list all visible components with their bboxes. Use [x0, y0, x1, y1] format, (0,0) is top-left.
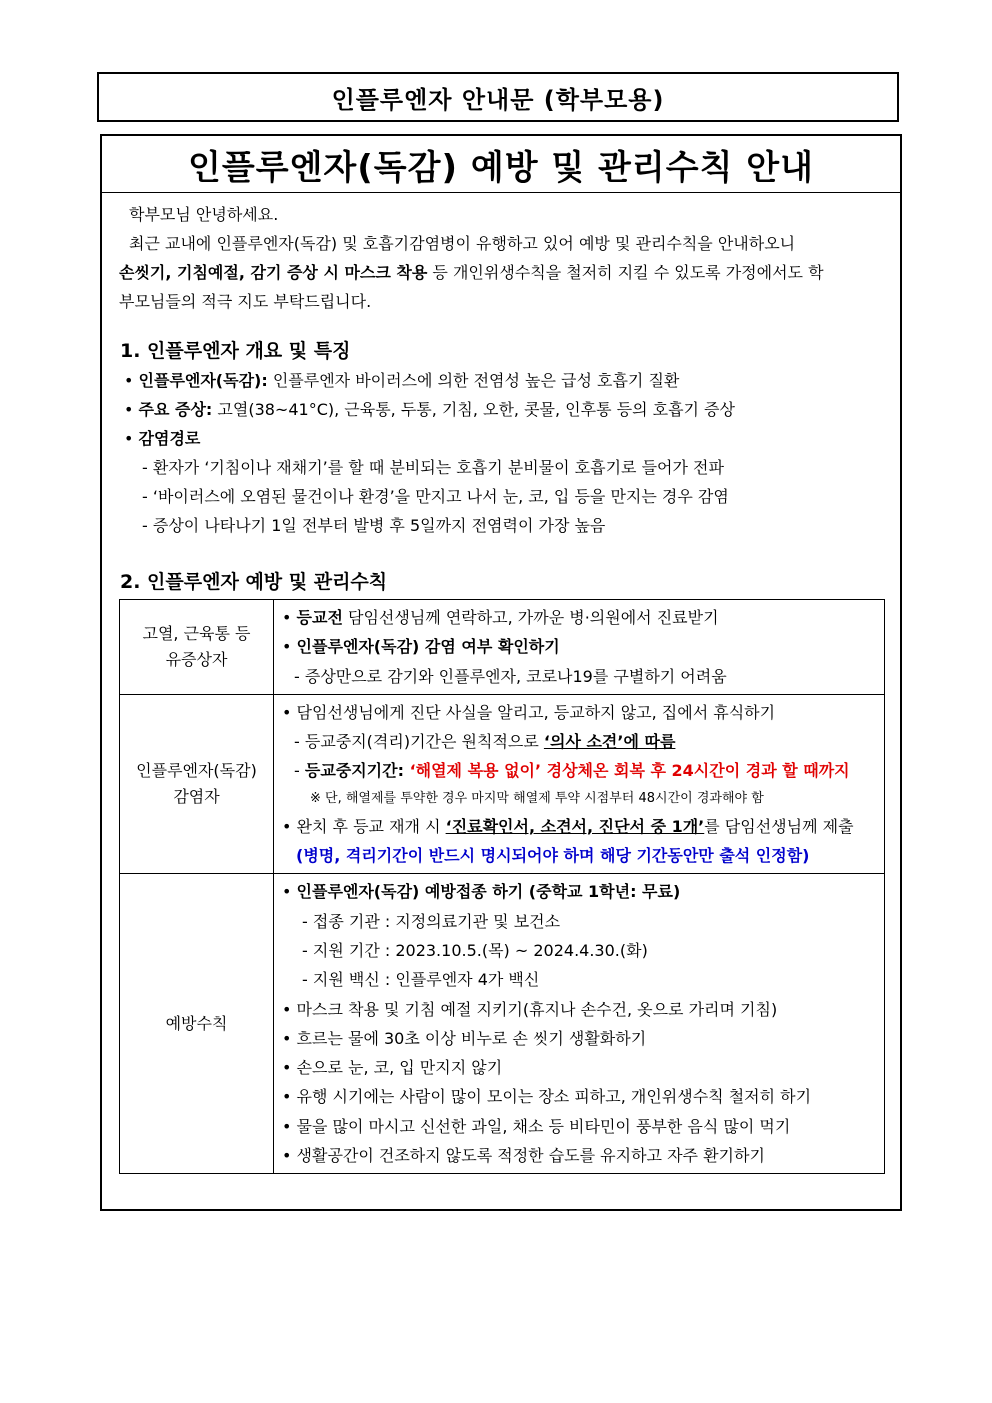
list-item	[282, 1082, 884, 1111]
label-line: 유증상자	[165, 649, 228, 669]
note-text: ※ 단, 해열제를 투약한 경우 마지막 해열제 투약 시점부터 48시간이 경과해야 함	[310, 790, 764, 806]
list-item	[282, 1053, 884, 1082]
section2-title: 2. 인플루엔자 예방 및 관리수칙	[120, 571, 388, 593]
bullet-icon: •	[282, 637, 292, 657]
table-row	[120, 694, 885, 873]
sub-item	[282, 756, 884, 785]
label-line: 감염자	[173, 787, 220, 807]
table-row	[120, 874, 885, 1174]
row-label	[120, 600, 274, 695]
sub-item-bold: ‘의사 소견’에 따름	[543, 732, 676, 752]
list-item	[282, 632, 884, 661]
item-text: 를 담임선생님께 제출	[704, 816, 854, 836]
list-item	[282, 995, 884, 1024]
sub-item-text: - 등교중지(격리)기간은 원칙적으로	[294, 732, 544, 752]
list-item	[124, 424, 884, 453]
table-row	[120, 600, 885, 695]
bullet-icon: •	[282, 882, 292, 902]
bullet-icon: •	[124, 429, 134, 448]
row-label	[120, 694, 274, 873]
bullet-icon: •	[282, 1058, 292, 1078]
list-item	[282, 1112, 884, 1141]
bullet-icon: •	[282, 1116, 292, 1136]
item-text: 인플루엔자 바이러스에 의한 전염성 높은 급성 호흡기 질환	[267, 371, 680, 390]
item-label: 인플루엔자(독감):	[138, 371, 268, 390]
bullet-icon: •	[282, 999, 292, 1019]
list-item	[282, 698, 884, 727]
list-item	[282, 1024, 884, 1053]
sub-item	[282, 727, 884, 756]
bullet-icon: •	[282, 608, 292, 627]
bullet-icon: •	[124, 400, 134, 419]
bullet-icon: •	[282, 816, 292, 836]
main-notice-box	[100, 134, 902, 1211]
header-title: 인플루엔자 안내문 (학부모용)	[331, 85, 665, 114]
list-item	[282, 877, 884, 906]
item-text: 흐르는 물에 30초 이상 비누로 손 씻기 생활화하기	[296, 1028, 647, 1048]
item-text: 완치 후 등교 재개 시	[296, 816, 446, 836]
row-content	[274, 694, 885, 873]
sub-item: - 증상만으로 감기와 인플루엔자, 코로나19를 구별하기 어려움	[294, 666, 727, 686]
intro-body	[119, 229, 887, 316]
label-line: 인플루엔자(독감)	[136, 761, 257, 781]
item-text: 마스크 착용 및 기침 예절 지키기(휴지나 손수건, 옷으로 가리며 기침)	[296, 999, 778, 1019]
row-label: 예방수칙	[120, 874, 274, 1174]
main-title	[102, 136, 900, 193]
intro-bold: 손씻기, 기침예절, 감기 증상 시 마스크 착용	[119, 263, 428, 282]
list-item	[124, 366, 884, 395]
intro-text-3: 부모님들의 적극 지도 부탁드립니다.	[119, 292, 372, 311]
bullet-icon: •	[124, 371, 134, 390]
sub-item: - 지원 기간 : 2023.10.5.(목) ~ 2024.4.30.(화)	[302, 940, 648, 960]
sub-item-red: ‘해열제 복용 없이’ 경상체온 회복 후 24시간이 경과 할 때까지	[404, 761, 850, 781]
item-bold: 등교전	[296, 608, 343, 627]
item-text: 유행 시기에는 사람이 많이 모이는 장소 피하고, 개인위생수칙 철저히 하기	[296, 1087, 812, 1107]
intro-greeting: 학부모님 안녕하세요.	[129, 205, 279, 224]
label-line: 고열, 근육통 등	[142, 623, 251, 643]
sub-item: - 접종 기관 : 지정의료기관 및 보건소	[302, 911, 561, 931]
item-text: 담임선생님에게 진단 사실을 알리고, 등교하지 않고, 집에서 휴식하기	[296, 702, 776, 722]
item-text: 물을 많이 마시고 신선한 과일, 채소 등 비타민이 풍부한 음식 많이 먹기	[296, 1116, 791, 1136]
sub-item: - 지원 백신 : 인플루엔자 4가 백신	[302, 970, 540, 990]
item-bold: 인플루엔자(독감) 예방접종 하기 (중학교 1학년: 무료)	[296, 882, 681, 902]
list-item	[282, 603, 884, 632]
item-bold: ‘진료확인서, 소견서, 진단서 중 1개’	[445, 816, 705, 836]
sub-item-bold: 등교중지기간:	[304, 761, 404, 781]
row-content	[274, 874, 885, 1174]
route-item: - 환자가 ‘기침이나 재채기’를 할 때 분비되는 호흡기 분비물이 호흡기로 들어가 전파	[142, 458, 724, 477]
attendance-note: (병명, 격리기간이 반드시 명시되어야 하며 해당 기간동안만 출석 인정함)	[296, 846, 810, 866]
guide-table	[119, 599, 885, 1174]
bullet-icon: •	[282, 1146, 292, 1166]
intro-text-2: 등 개인위생수칙을 철저히 지킬 수 있도록 가정에서도 학	[427, 263, 824, 282]
item-label: 감염경로	[138, 429, 201, 448]
intro-text-1: 최근 교내에 인플루엔자(독감) 및 호흡기감염병이 유행하고 있어 예방 및 관리수칙을 안내하오니	[129, 234, 796, 253]
item-bold: 인플루엔자(독감) 감염 여부 확인하기	[296, 637, 560, 657]
list-item	[282, 1141, 884, 1170]
section1-title: 1. 인플루엔자 개요 및 특징	[120, 340, 351, 362]
document-header	[97, 72, 899, 122]
list-item	[282, 812, 884, 841]
bullet-icon: •	[282, 1028, 292, 1048]
item-text: 손으로 눈, 코, 입 만지지 않기	[296, 1058, 503, 1078]
route-item: - ‘바이러스에 오염된 물건이나 환경’을 만지고 나서 눈, 코, 입 등을 만지는 경우 감염	[142, 487, 729, 506]
item-label: 주요 증상:	[138, 400, 213, 419]
section1-list	[124, 366, 884, 540]
item-text: 생활공간이 건조하지 않도록 적정한 습도를 유지하고 자주 환기하기	[296, 1146, 765, 1166]
dash-mark: -	[294, 761, 305, 781]
bullet-icon: •	[282, 702, 292, 722]
main-title-text: 인플루엔자(독감) 예방 및 관리수칙 안내	[188, 147, 814, 188]
intro-paragraph	[119, 200, 887, 316]
item-text: 담임선생님께 연락하고, 가까운 병·의원에서 진료받기	[342, 608, 719, 627]
bullet-icon: •	[282, 1087, 292, 1107]
route-item: - 증상이 나타나기 1일 전부터 발병 후 5일까지 전염력이 가장 높음	[142, 516, 606, 535]
item-text: 고열(38~41°C), 근육통, 두통, 기침, 오한, 콧물, 인후통 등의 호흡기 증상	[212, 400, 735, 419]
list-item	[124, 395, 884, 424]
row-content	[274, 600, 885, 695]
